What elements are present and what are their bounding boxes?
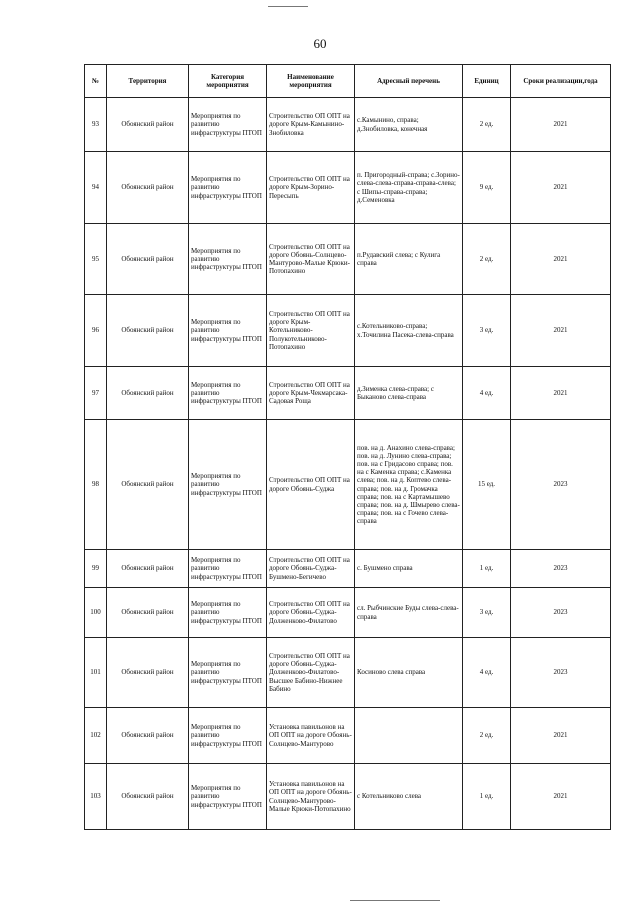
table-row — [85, 367, 611, 420]
cell-num: 96 — [85, 295, 107, 367]
cell-units: 2 ед. — [463, 708, 511, 764]
cell-territory: Обоянский район — [107, 367, 189, 420]
cell-units: 15 ед. — [463, 420, 511, 550]
cell-year: 2023 — [511, 420, 611, 550]
cell-name: Строительство ОП ОПТ на дороге Обоянь-Суджа — [267, 420, 355, 550]
cell-territory: Обоянский район — [107, 764, 189, 830]
cell-year: 2021 — [511, 152, 611, 224]
cell-name: Строительство ОП ОПТ на дороге Крым-Чекмарсака-Садовая Роща — [267, 367, 355, 420]
cell-year: 2021 — [511, 764, 611, 830]
cell-territory: Обоянский район — [107, 638, 189, 708]
header-territory: Территория — [107, 65, 189, 98]
cell-address: пов. на д. Анахино слева-справа; пов. на д. Лунино слева-справа; пов. на с Гридасово справа; пов. на с Каменка справа; с.Каменка слева; пов. на д. Коптево слева-справа; пов. на д. Громачка справа; пов. на с Картамышево справа; пов. на д. Шмырево слева-справа; пов. на с Гочево слева-справа — [355, 420, 463, 550]
cell-category: Мероприятия по развитию инфраструктуры ПТОП — [189, 550, 267, 588]
table-row — [85, 588, 611, 638]
cell-address: с Котельниково слева — [355, 764, 463, 830]
header-num: № — [85, 65, 107, 98]
cell-category: Мероприятия по развитию инфраструктуры ПТОП — [189, 224, 267, 295]
cell-territory: Обоянский район — [107, 98, 189, 152]
cell-territory: Обоянский район — [107, 550, 189, 588]
cell-category: Мероприятия по развитию инфраструктуры ПТОП — [189, 98, 267, 152]
cell-name: Строительство ОП ОПТ на дороге Крым-Котельниково-Полукотельниково-Потопахино — [267, 295, 355, 367]
cell-category: Мероприятия по развитию инфраструктуры ПТОП — [189, 367, 267, 420]
cell-num: 100 — [85, 588, 107, 638]
cell-category: Мероприятия по развитию инфраструктуры ПТОП — [189, 420, 267, 550]
cell-num: 95 — [85, 224, 107, 295]
cell-address: с.Камынино, справа; д.Знобиловка, конечная — [355, 98, 463, 152]
cell-year: 2021 — [511, 98, 611, 152]
cell-num: 103 — [85, 764, 107, 830]
cell-units: 3 ед. — [463, 295, 511, 367]
cell-territory: Обоянский район — [107, 420, 189, 550]
cell-num: 98 — [85, 420, 107, 550]
header-deadline: Сроки реализации,года — [511, 65, 611, 98]
cell-year: 2023 — [511, 588, 611, 638]
cell-name: Строительство ОП ОПТ на дороге Обоянь-Суджа-Долженково-Филатово-Высшее Бабино-Нижнее Бабино — [267, 638, 355, 708]
cell-year: 2021 — [511, 708, 611, 764]
scan-artifact-bottom — [350, 900, 440, 901]
cell-territory: Обоянский район — [107, 708, 189, 764]
table-row — [85, 550, 611, 588]
cell-year: 2023 — [511, 550, 611, 588]
cell-year: 2023 — [511, 638, 611, 708]
cell-units: 3 ед. — [463, 588, 511, 638]
cell-address: п.Рудавский слева; с Кулига справа — [355, 224, 463, 295]
cell-address: п. Пригородный-справа; с.Зорино-слева-слева-справа-справа-слева; с Шипы-справа-справа; д.Семеновка — [355, 152, 463, 224]
cell-address: Косиново слева справа — [355, 638, 463, 708]
cell-address — [355, 708, 463, 764]
scan-artifact-top — [268, 6, 308, 7]
header-address: Адресный перечень — [355, 65, 463, 98]
activities-table — [84, 64, 611, 830]
cell-category: Мероприятия по развитию инфраструктуры ПТОП — [189, 588, 267, 638]
cell-category: Мероприятия по развитию инфраструктуры ПТОП — [189, 764, 267, 830]
cell-address: с. Бушмено справа — [355, 550, 463, 588]
cell-num: 99 — [85, 550, 107, 588]
cell-name: Строительство ОП ОПТ на дороге Обоянь-Суджа-Бушмено-Бегичево — [267, 550, 355, 588]
cell-name: Строительство ОП ОПТ на дороге Крым-Зорино-Пересыпь — [267, 152, 355, 224]
cell-name: Установка павильонов на ОП ОПТ на дороге Обоянь-Солнцево-Мантурово — [267, 708, 355, 764]
table-row — [85, 224, 611, 295]
cell-year: 2021 — [511, 367, 611, 420]
table-row — [85, 152, 611, 224]
table-row — [85, 98, 611, 152]
table-row — [85, 708, 611, 764]
table-row — [85, 295, 611, 367]
header-units: Единиц — [463, 65, 511, 98]
cell-address: д.Зименка слева-справа; с Быканово слева-справа — [355, 367, 463, 420]
cell-category: Мероприятия по развитию инфраструктуры ПТОП — [189, 638, 267, 708]
cell-name: Установка павильонов на ОП ОПТ на дороге Обоянь-Солнцево-Мантурово-Малые Крюки-Потопахино — [267, 764, 355, 830]
cell-num: 93 — [85, 98, 107, 152]
cell-name: Строительство ОП ОПТ на дороге Обоянь-Солнцево-Мантурово-Малые Крюки-Потопахино — [267, 224, 355, 295]
cell-territory: Обоянский район — [107, 295, 189, 367]
cell-units: 2 ед. — [463, 98, 511, 152]
cell-territory: Обоянский район — [107, 152, 189, 224]
table-row — [85, 764, 611, 830]
cell-units: 4 ед. — [463, 638, 511, 708]
cell-name: Строительство ОП ОПТ на дороге Крым-Камынино-Знобиловка — [267, 98, 355, 152]
page-number: 60 — [313, 36, 327, 51]
cell-num: 102 — [85, 708, 107, 764]
cell-territory: Обоянский район — [107, 588, 189, 638]
table-row — [85, 420, 611, 550]
cell-units: 1 ед. — [463, 550, 511, 588]
cell-address: с.Котельниково-справа; х.Точилина Пасека-слева-справа — [355, 295, 463, 367]
cell-num: 101 — [85, 638, 107, 708]
cell-year: 2021 — [511, 224, 611, 295]
header-category: Категория мероприятия — [189, 65, 267, 98]
header-name: Наименование мероприятия — [267, 65, 355, 98]
cell-units: 9 ед. — [463, 152, 511, 224]
table-row — [85, 638, 611, 708]
cell-num: 94 — [85, 152, 107, 224]
cell-category: Мероприятия по развитию инфраструктуры ПТОП — [189, 708, 267, 764]
cell-num: 97 — [85, 367, 107, 420]
cell-year: 2021 — [511, 295, 611, 367]
header-row — [85, 65, 611, 98]
cell-units: 1 ед. — [463, 764, 511, 830]
cell-units: 4 ед. — [463, 367, 511, 420]
cell-name: Строительство ОП ОПТ на дороге Обоянь-Суджа-Долженково-Филатово — [267, 588, 355, 638]
cell-territory: Обоянский район — [107, 224, 189, 295]
cell-address: сл. Рыбчинские Буды слева-слева-справа — [355, 588, 463, 638]
cell-category: Мероприятия по развитию инфраструктуры ПТОП — [189, 152, 267, 224]
cell-units: 2 ед. — [463, 224, 511, 295]
cell-category: Мероприятия по развитию инфраструктуры ПТОП — [189, 295, 267, 367]
